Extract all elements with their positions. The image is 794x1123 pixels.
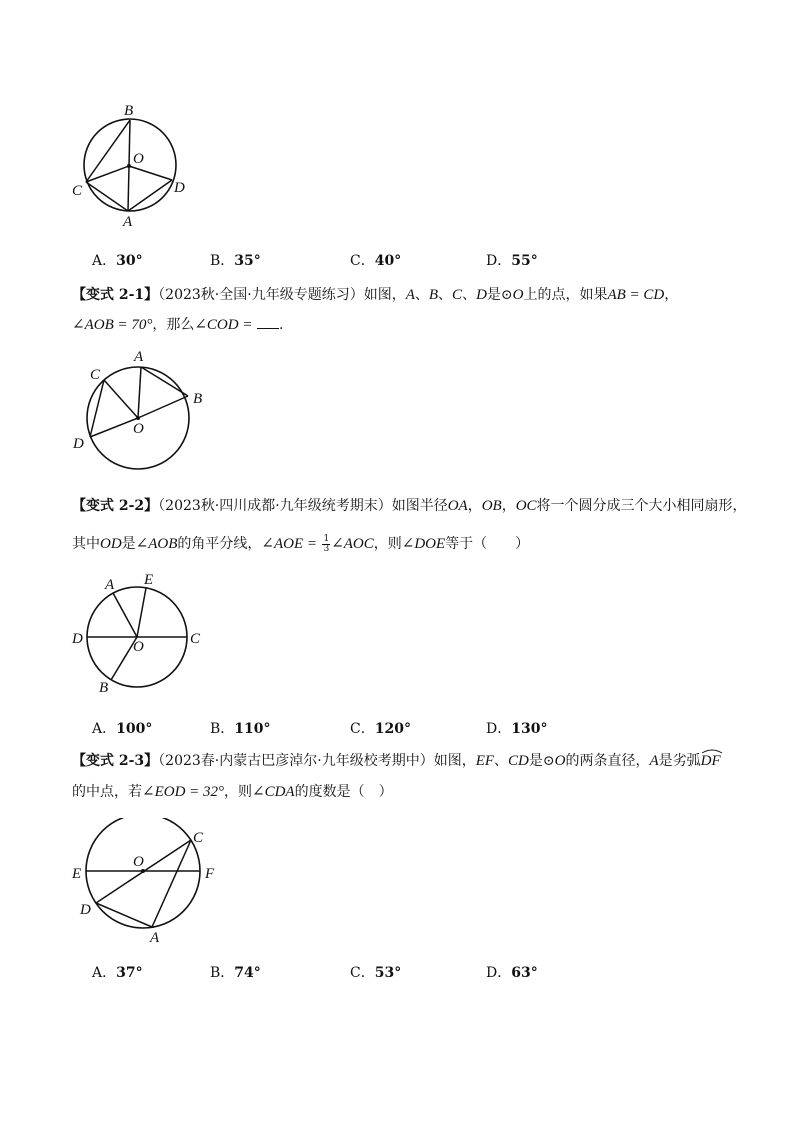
fig1-segment-BO: [129, 120, 130, 166]
q1-option-b: B．35°: [210, 253, 261, 269]
v22-option-a: A．100°: [92, 721, 153, 737]
fig1-segment-OA: [128, 166, 129, 211]
v21-fig-label-C: C: [90, 367, 101, 383]
q1-option-c: C．40°: [350, 253, 402, 269]
v23-fig-label-D: D: [80, 902, 91, 918]
v22-fig-segment-OE: [137, 588, 146, 637]
fig1-segment-CB: [86, 120, 130, 182]
fig1-label-D: D: [174, 180, 185, 196]
v22-source: （2023秋·四川成都·九年级统考期末）: [158, 498, 392, 514]
fig1-label-O: O: [133, 151, 144, 167]
v23-fig-label-E: E: [72, 866, 82, 882]
v22-option-b: B．110°: [210, 721, 271, 737]
v22-option-d: D．130°: [486, 721, 548, 737]
v23-option-d: D．63°: [486, 965, 538, 981]
v21-fig-label-B: B: [193, 391, 203, 407]
fig1-label-A: A: [123, 214, 133, 230]
fig1-segment-CA: [86, 182, 128, 211]
v21-fig-label-O: O: [133, 421, 144, 437]
v23-fig-label-C: C: [193, 830, 204, 846]
arc-DF: DF: [701, 753, 721, 770]
fraction-one-third: $\frac{1}{3}$: [323, 533, 330, 554]
v21-tag: 【变式 2-1】: [72, 287, 159, 303]
v21-fig-segment-OB: [138, 396, 188, 418]
figure-2-3: [70, 818, 230, 948]
q1-option-a: A．30°: [92, 253, 143, 269]
v23-tag: 【变式 2-3】: [72, 753, 159, 769]
v22-tag: 【变式 2-2】: [72, 498, 159, 514]
v21-fig-label-A: A: [134, 349, 144, 365]
v21-line-1: 【变式 2-1】（2023秋·全国·九年级专题练习）如图，A、B、C、D是⊙O上的点，如果AB = CD，: [72, 287, 679, 303]
v23-fig-label-F: F: [205, 866, 215, 882]
v22-option-c: C．120°: [350, 721, 411, 737]
v22-fig-segment-OA: [113, 593, 137, 637]
v23-line-2: 的中点，若∠EOD = 32°，则∠CDA的度数是（ ）: [72, 784, 393, 800]
v23-fig-label-A: A: [150, 930, 160, 946]
v22-line-1: 【变式 2-2】（2023秋·四川成都·九年级统考期末）如图半径OA，OB，OC将一个圆分成三个大小相同扇形，: [72, 498, 747, 514]
v21-line-2: ∠AOB = 70°，那么∠COD = .: [72, 317, 284, 333]
answer-blank[interactable]: [257, 316, 279, 329]
q1-option-d: D．55°: [486, 253, 538, 269]
v21-fig-segment-OD: [90, 418, 138, 437]
v21-source: （2023秋·全国·九年级专题练习）: [158, 287, 364, 303]
v22-fig-label-O: O: [133, 639, 144, 655]
v23-fig-segment-DA: [96, 903, 152, 927]
v23-option-c: C．53°: [350, 965, 402, 981]
figure-2-1: [70, 345, 210, 475]
v21-fig-label-D: D: [73, 436, 84, 452]
fig1-label-B: B: [124, 103, 134, 119]
v21-fig-segment-AO: [138, 367, 141, 418]
v21-fig-center-dot: [136, 416, 140, 420]
v22-line-2: 其中OD是∠AOB的角平分线，∠AOE = $\frac{1}{3}$ ∠AOC，则∠DOE等于（ ）: [72, 533, 530, 554]
v21-fig-segment-AB: [141, 367, 188, 396]
v23-line-1: 【变式 2-3】（2023春·内蒙古巴彦淖尔·九年级校考期中）如图，EF、CD是⊙O的两条直径，A是劣弧 DF: [72, 750, 721, 770]
v22-fig-label-E: E: [144, 572, 154, 588]
v23-option-b: B．74°: [210, 965, 261, 981]
fig1-segment-OD: [129, 166, 172, 180]
v23-source: （2023春·内蒙古巴彦淖尔·九年级校考期中）: [158, 753, 434, 769]
v22-fig-label-D: D: [72, 631, 83, 647]
v23-fig-label-O: O: [133, 854, 144, 870]
v23-option-a: A．37°: [92, 965, 143, 981]
figure-2-2: [70, 570, 210, 700]
v22-fig-label-B: B: [99, 680, 109, 696]
v22-fig-label-A: A: [105, 577, 115, 593]
figure-1: [70, 100, 200, 230]
fig1-center-dot: [127, 164, 131, 168]
v22-fig-label-C: C: [190, 631, 201, 647]
fig1-label-C: C: [72, 183, 83, 199]
v21-fig-segment-CO: [104, 380, 138, 418]
